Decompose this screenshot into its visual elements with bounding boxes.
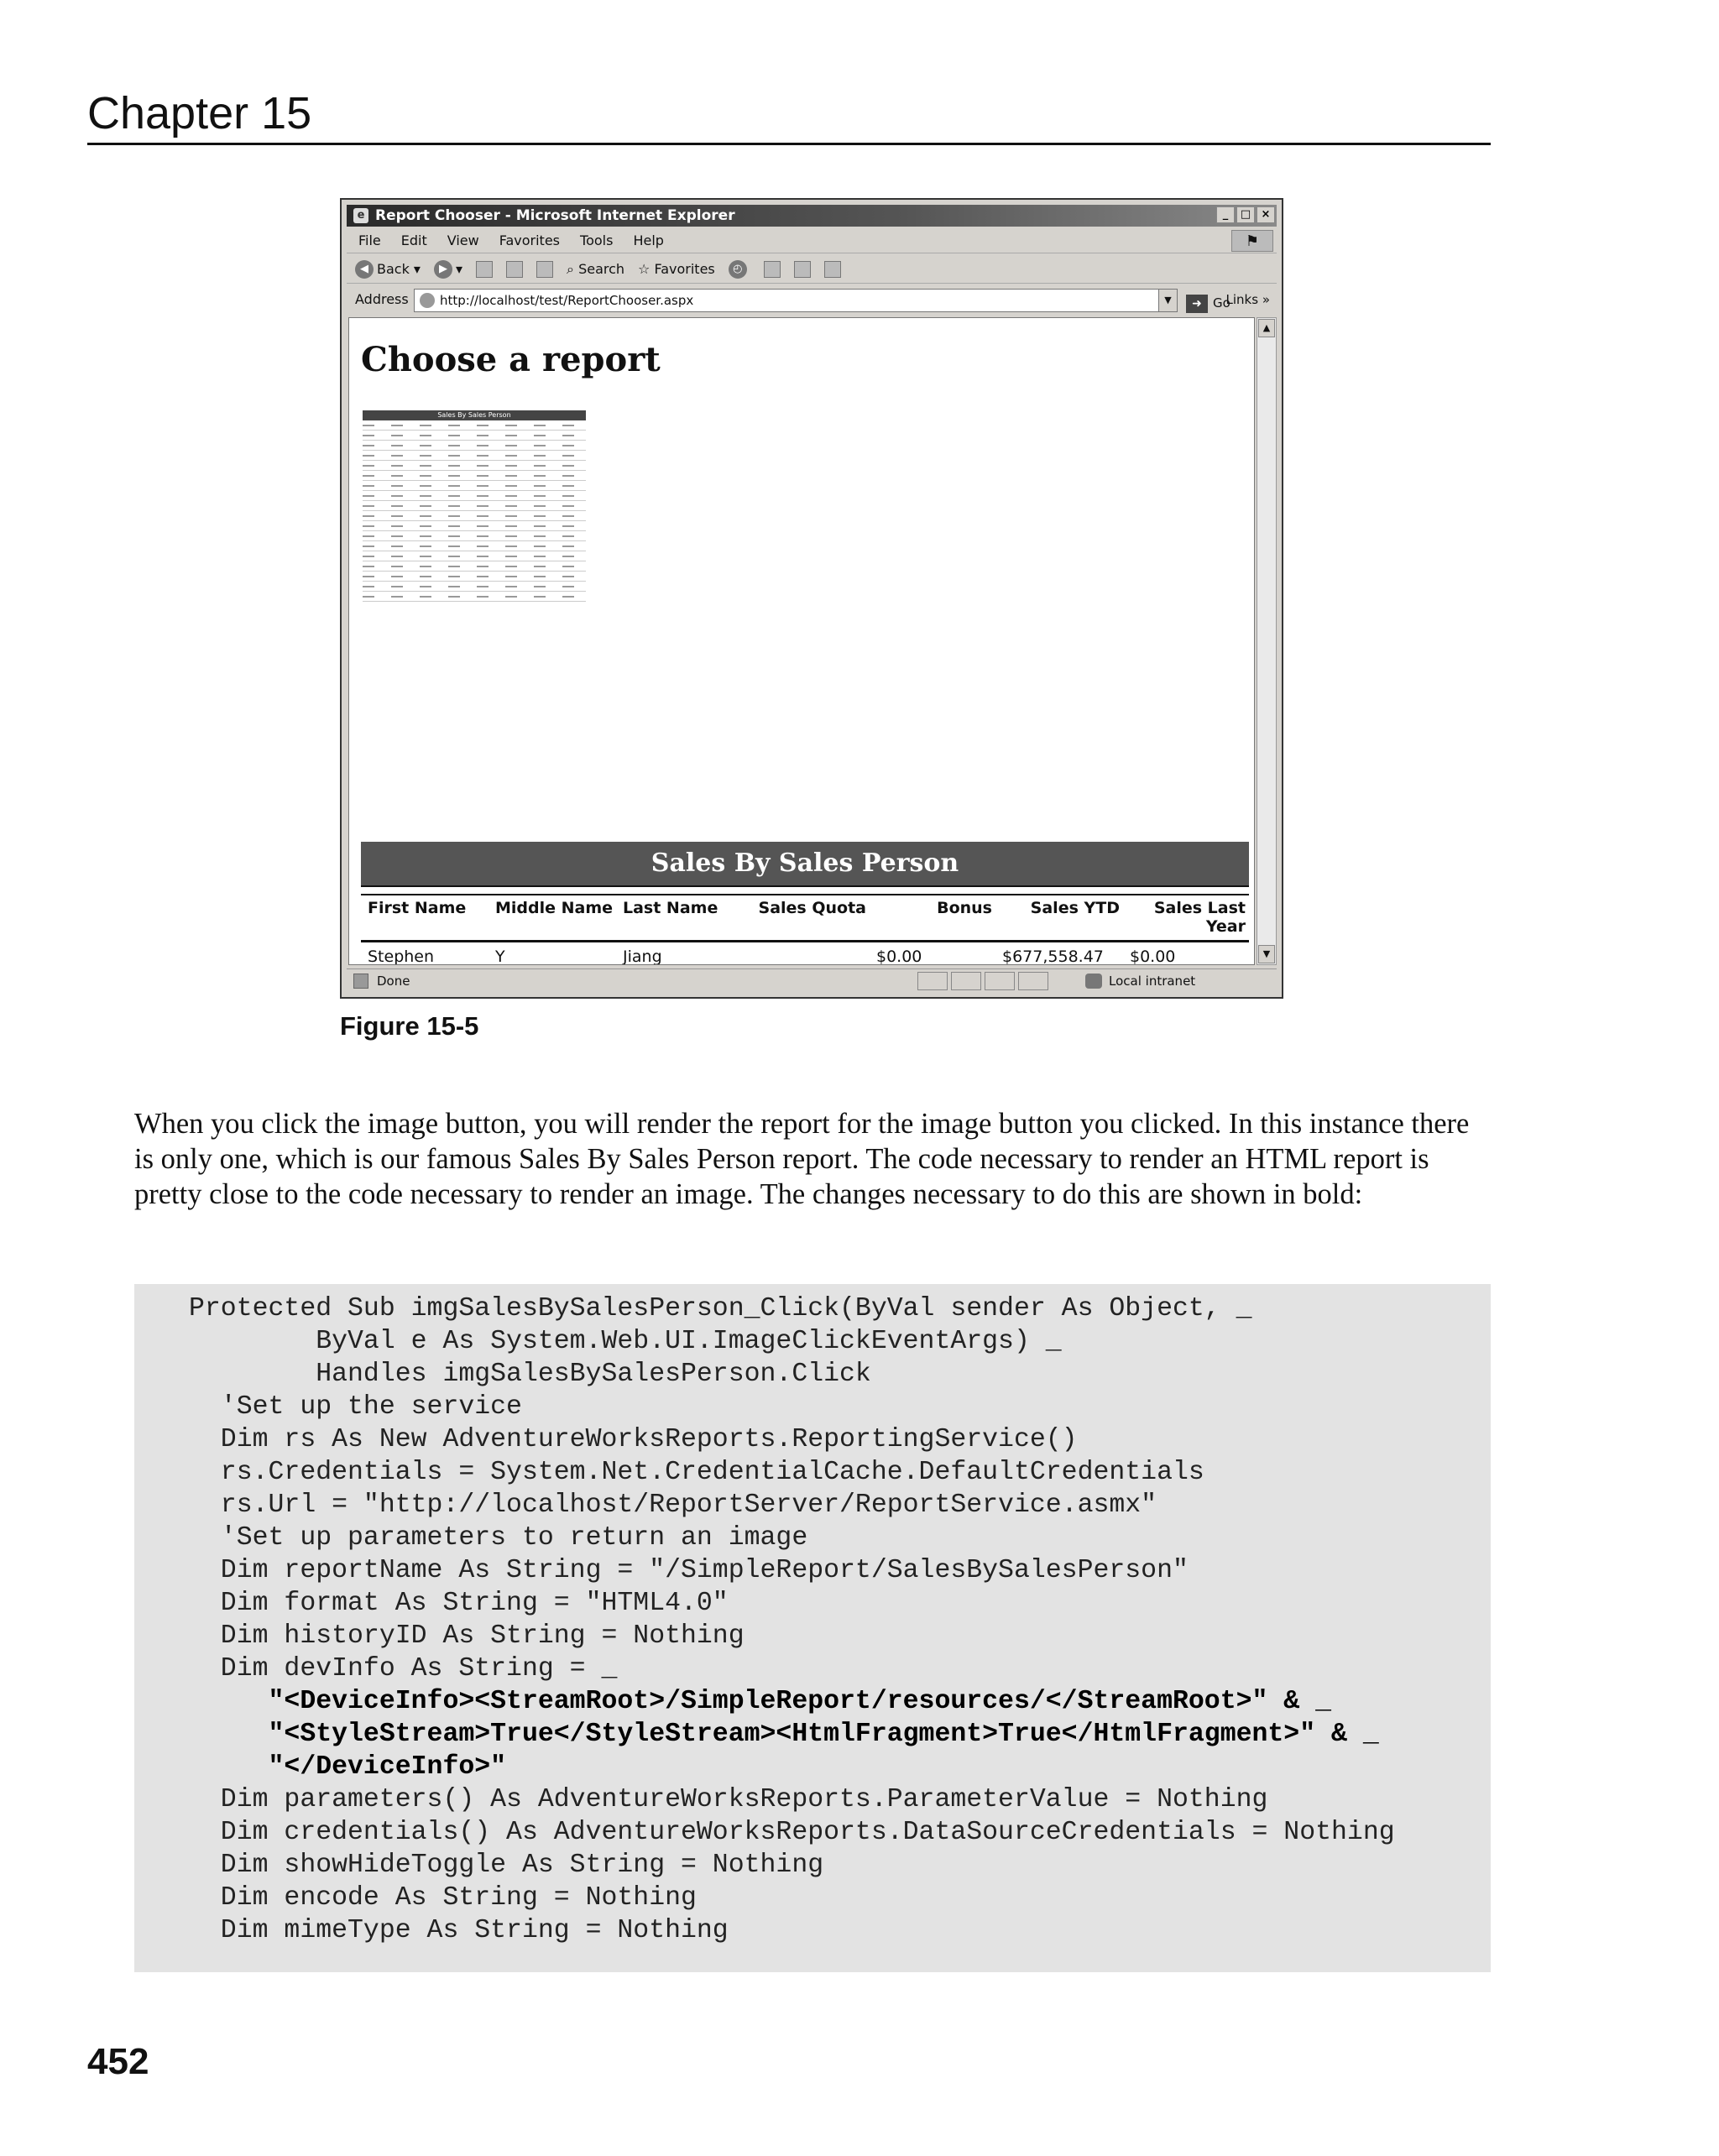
figure-caption: Figure 15-5 bbox=[340, 1011, 479, 1041]
code-line: rs.Credentials = System.Net.CredentialCache.DefaultCredentials bbox=[189, 1458, 1204, 1487]
history-icon[interactable]: ◴ bbox=[729, 260, 747, 279]
report-table bbox=[361, 899, 1249, 965]
links-button[interactable]: Links » bbox=[1225, 292, 1270, 307]
column-header: First Name bbox=[368, 899, 467, 917]
page-viewport bbox=[348, 317, 1255, 965]
search-label: Search bbox=[578, 260, 625, 277]
report-title: Sales By Sales Person bbox=[361, 842, 1249, 885]
address-url: http://localhost/test/ReportChooser.aspx bbox=[440, 293, 694, 308]
address-label: Address bbox=[355, 291, 409, 307]
chapter-title: Chapter 15 bbox=[87, 88, 312, 138]
column-header: Sales Quota bbox=[758, 899, 866, 917]
maximize-button[interactable]: □ bbox=[1236, 206, 1255, 223]
cell: Y bbox=[495, 947, 505, 965]
code-line: Dim rs As New AdventureWorksReports.ReportingService() bbox=[189, 1425, 1078, 1454]
page-heading: Choose a report bbox=[361, 340, 661, 379]
intranet-icon bbox=[1085, 974, 1102, 989]
page-status-icon bbox=[353, 974, 368, 989]
code-line: Dim encode As String = Nothing bbox=[189, 1883, 697, 1913]
back-label: Back bbox=[377, 260, 410, 277]
print-icon[interactable] bbox=[794, 261, 811, 278]
cell: Jiang bbox=[623, 947, 662, 965]
toolbar bbox=[347, 255, 1277, 284]
windows-logo-icon: ⚑ bbox=[1231, 230, 1273, 252]
go-label: Go bbox=[1213, 295, 1230, 311]
home-icon[interactable] bbox=[536, 261, 553, 278]
zone-label: Local intranet bbox=[1109, 974, 1196, 989]
code-line-bold: "</DeviceInfo>" bbox=[189, 1752, 507, 1782]
code-line: Dim historyID As String = Nothing bbox=[189, 1621, 745, 1651]
stop-icon[interactable] bbox=[476, 261, 493, 278]
report-thumbnail-button[interactable] bbox=[363, 410, 586, 612]
code-line: Dim format As String = "HTML4.0" bbox=[189, 1589, 729, 1618]
thumbnail-title: Sales By Sales Person bbox=[363, 410, 586, 420]
forward-button[interactable]: ▶ ▾ bbox=[434, 255, 462, 284]
code-line: Dim credentials() As AdventureWorksReports.DataSourceCredentials = Nothing bbox=[189, 1818, 1395, 1847]
code-line: Dim mimeType As String = Nothing bbox=[189, 1916, 729, 1945]
report-header-row bbox=[361, 899, 1249, 942]
go-button[interactable] bbox=[1186, 289, 1230, 317]
favorites-button[interactable] bbox=[638, 255, 715, 284]
table-row bbox=[361, 942, 1249, 965]
forward-arrow-icon: ▶ bbox=[434, 260, 452, 279]
code-line: rs.Url = "http://localhost/ReportServer/ReportService.asmx" bbox=[189, 1490, 1157, 1520]
links-label: Links bbox=[1225, 292, 1259, 307]
column-header: Sales YTD bbox=[1030, 899, 1120, 917]
favorites-label: Favorites bbox=[654, 260, 715, 277]
vertical-scrollbar[interactable] bbox=[1257, 317, 1277, 965]
code-listing bbox=[134, 1284, 1491, 1972]
column-header: Middle Name bbox=[495, 899, 614, 917]
window-titlebar bbox=[347, 205, 1277, 227]
menu-view[interactable]: View bbox=[447, 232, 479, 248]
cell: $0.00 bbox=[876, 947, 922, 965]
body-paragraph: When you click the image button, you will render the report for the image button you clicked. In this instance there is only one, which is our famous Sales By Sales Person report. The code necessary to render an HTML report is pretty close to the code necessary to render an image. The changes necessary to do this are shown in bold: bbox=[134, 1108, 1470, 1210]
star-icon: ☆ bbox=[638, 260, 651, 277]
cell: Stephen bbox=[368, 947, 435, 965]
cell bbox=[744, 947, 870, 965]
status-text: Done bbox=[377, 974, 410, 989]
back-button[interactable]: ◀ Back ▾ bbox=[355, 255, 421, 284]
code-line-bold: "<StyleStream>True</StyleStream><HtmlFragment>True</HtmlFragment>" & _ bbox=[189, 1720, 1379, 1749]
search-button[interactable] bbox=[567, 255, 624, 284]
browser-window bbox=[340, 198, 1283, 999]
column-header: Bonus bbox=[937, 899, 992, 917]
ie-icon: e bbox=[353, 208, 368, 223]
code-line: Dim parameters() As AdventureWorksReports.ParameterValue = Nothing bbox=[189, 1785, 1268, 1814]
window-title: Report Chooser - Microsoft Internet Explorer bbox=[375, 207, 735, 224]
minimize-button[interactable]: _ bbox=[1216, 206, 1235, 223]
refresh-icon[interactable] bbox=[506, 261, 523, 278]
column-header: Last Name bbox=[623, 899, 718, 917]
report-title-rule bbox=[361, 885, 1249, 895]
security-zone bbox=[1085, 969, 1195, 993]
scroll-up-icon[interactable]: ▲ bbox=[1258, 319, 1275, 337]
menu-bar bbox=[347, 228, 1277, 253]
code-line: Dim showHideToggle As String = Nothing bbox=[189, 1851, 824, 1880]
column-header: Sales Last Year bbox=[1153, 899, 1246, 936]
code-line: Dim reportName As String = "/SimpleReport/SalesBySalesPerson" bbox=[189, 1556, 1189, 1585]
cell: $677,558.47 bbox=[1002, 947, 1104, 965]
code-line: 'Set up parameters to return an image bbox=[189, 1523, 808, 1553]
code-line: ByVal e As System.Web.UI.ImageClickEventArgs) _ bbox=[189, 1327, 1062, 1356]
search-icon: ⌕ bbox=[567, 260, 574, 277]
menu-favorites[interactable]: Favorites bbox=[499, 232, 561, 248]
cell: $0.00 bbox=[1130, 947, 1176, 965]
page-icon bbox=[420, 293, 435, 308]
back-arrow-icon: ◀ bbox=[355, 260, 374, 279]
address-input[interactable] bbox=[414, 289, 1178, 312]
code-line: Handles imgSalesBySalesPerson.Click bbox=[189, 1360, 871, 1389]
mail-icon[interactable] bbox=[764, 261, 781, 278]
code-line: Protected Sub imgSalesBySalesPerson_Click(ByVal sender As Object, _ bbox=[189, 1294, 1252, 1323]
code-line-bold: "<DeviceInfo><StreamRoot>/SimpleReport/resources/</StreamRoot>" & _ bbox=[189, 1687, 1332, 1716]
menu-tools[interactable]: Tools bbox=[580, 232, 614, 248]
code-line: 'Set up the service bbox=[189, 1392, 522, 1422]
chapter-rule bbox=[87, 143, 1491, 145]
scroll-down-icon[interactable]: ▼ bbox=[1258, 945, 1275, 963]
go-arrow-icon: ➜ bbox=[1186, 295, 1208, 313]
menu-edit[interactable]: Edit bbox=[400, 232, 427, 248]
address-bar bbox=[347, 285, 1277, 314]
code-line: Dim devInfo As String = _ bbox=[189, 1654, 618, 1684]
edit-icon[interactable] bbox=[824, 261, 841, 278]
address-dropdown-icon[interactable]: ▼ bbox=[1158, 290, 1177, 311]
menu-help[interactable]: Help bbox=[633, 232, 664, 248]
status-bar bbox=[347, 968, 1277, 992]
close-button[interactable]: × bbox=[1257, 206, 1275, 223]
page-number: 452 bbox=[87, 2041, 149, 2082]
code-block bbox=[189, 1292, 1395, 1947]
menu-file[interactable]: File bbox=[358, 232, 381, 248]
